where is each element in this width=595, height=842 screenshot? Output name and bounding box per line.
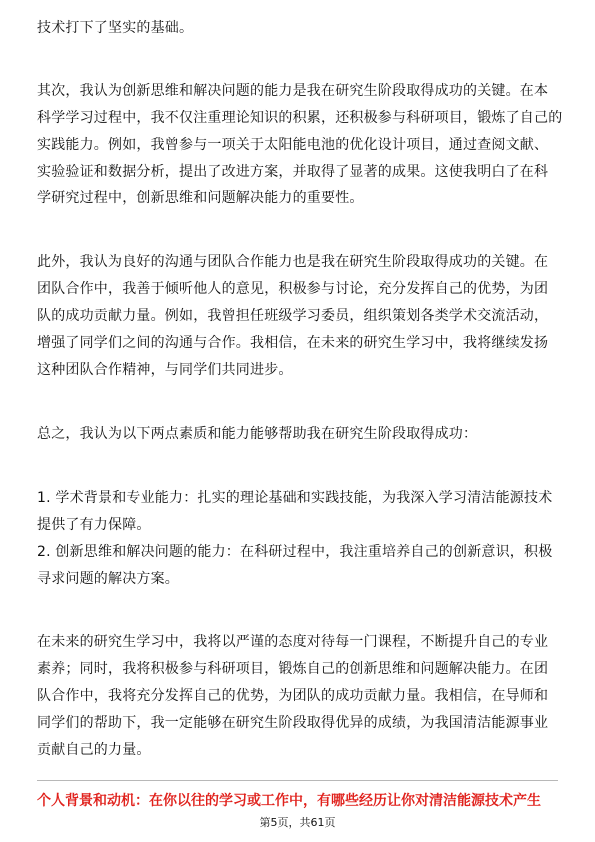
- paragraph-line: 实践能力。例如，我曾参与一项关于太阳能电池的优化设计项目，通过查阅文献、: [37, 137, 549, 153]
- paragraph-line: 增强了同学们之间的沟通与合作。我相信，在未来的研究生学习中，我将继续发扬: [37, 335, 549, 351]
- paragraph-line: 团队合作中，我善于倾听他人的意见，积极参与讨论，充分发挥自己的优势，为团: [37, 281, 549, 297]
- page-number: 第5页，共61页: [259, 816, 336, 829]
- paragraph-line: 同学们的帮助下，我一定能够在研究生阶段取得优异的成绩，为我国清洁能源事业: [37, 715, 549, 731]
- section-divider: [37, 780, 558, 781]
- paragraph-line: 贡献自己的力量。: [37, 742, 151, 758]
- paragraph-line: 队合作中，我将充分发挥自己的优势，为团队的成功贡献力量。我相信，在导师和: [37, 688, 549, 704]
- paragraph-line: 总之，我认为以下两点素质和能力能够帮助我在研究生阶段取得成功：: [37, 426, 478, 442]
- paragraph-line: 实验验证和数据分析，提出了改进方案，并取得了显著的成果。这使我明白了在科: [37, 164, 549, 180]
- paragraph-line: 学研究过程中，创新思维和问题解决能力的重要性。: [37, 190, 364, 206]
- list-item: 提供了有力保障。: [37, 517, 151, 533]
- paragraph-line: 队的成功贡献力量。例如，我曾担任班级学习委员，组织策划各类学术交流活动，: [37, 308, 549, 324]
- list-item: 寻求问题的解决方案。: [37, 571, 179, 587]
- paragraph-line: 在未来的研究生学习中，我将以严谨的态度对待每一门课程，不断提升自己的专业: [37, 634, 549, 650]
- paragraph-line: 这种团队合作精神，与同学们共同进步。: [37, 362, 293, 378]
- paragraph-line: 技术打下了坚实的基础。: [37, 20, 194, 36]
- paragraph-line: 其次，我认为创新思维和解决问题的能力是我在研究生阶段取得成功的关键。在本: [37, 83, 549, 99]
- next-question-heading: 个人背景和动机：在你以往的学习或工作中，有哪些经历让你对清洁能源技术产生: [37, 793, 541, 809]
- list-item: 1. 学术背景和专业能力：扎实的理论基础和实践技能，为我深入学习清洁能源技术: [37, 490, 553, 506]
- paragraph-line: 科学学习过程中，我不仅注重理论知识的积累，还积极参与科研项目，锻炼了自己的: [37, 110, 563, 126]
- paragraph-line: 此外，我认为良好的沟通与团队合作能力也是我在研究生阶段取得成功的关键。在: [37, 254, 549, 270]
- list-item: 2. 创新思维和解决问题的能力：在科研过程中，我注重培养自己的创新意识，积极: [37, 544, 553, 560]
- paragraph-line: 素养；同时，我将积极参与科研项目，锻炼自己的创新思维和问题解决能力。在团: [37, 661, 549, 677]
